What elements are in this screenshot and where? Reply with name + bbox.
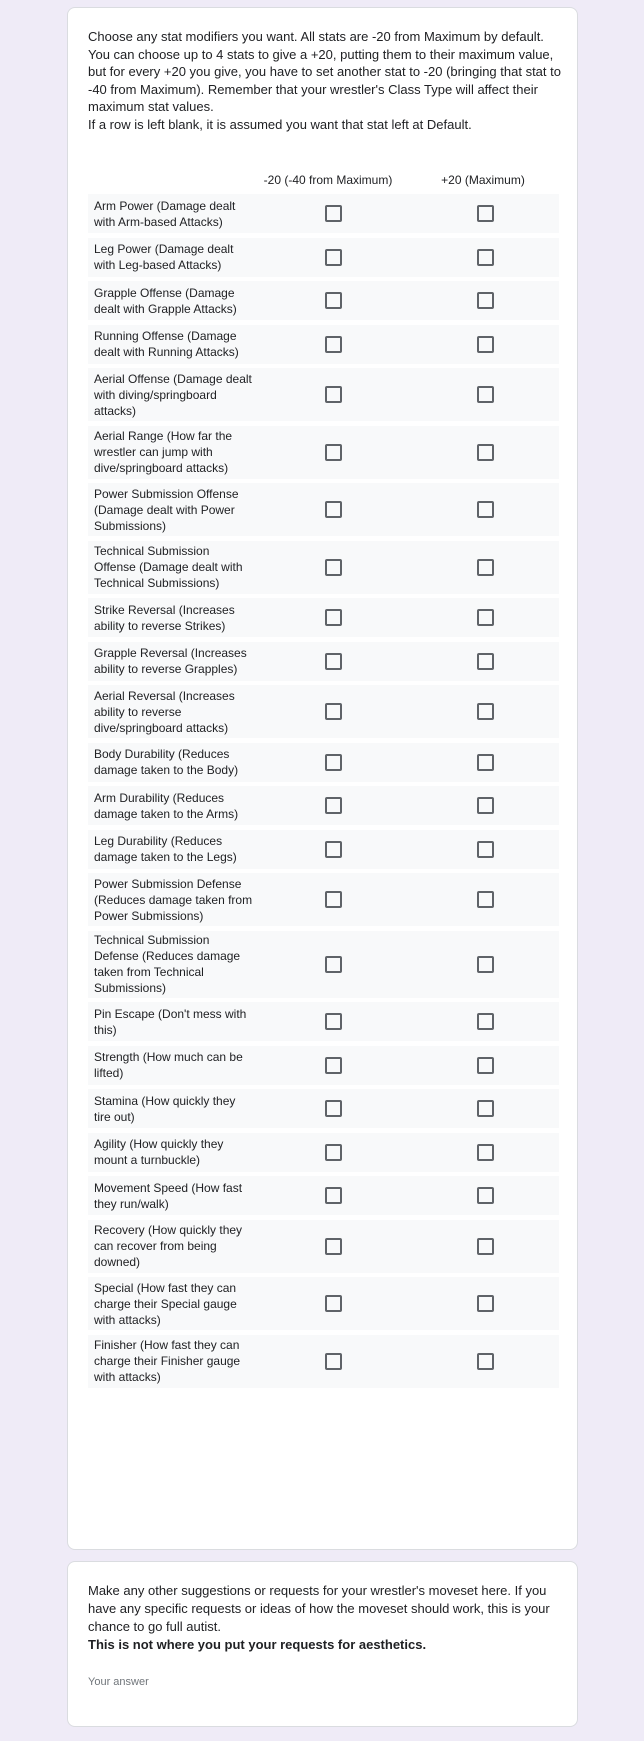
checkbox-plus-20[interactable] [477, 1238, 494, 1255]
checkbox-minus-20[interactable] [325, 249, 342, 266]
grid-row [88, 1220, 559, 1273]
checkbox-plus-20[interactable] [477, 653, 494, 670]
grid-row [88, 426, 559, 479]
grid-row [88, 238, 559, 277]
grid-row-label: Power Submission Offense (Damage dealt with Power Submissions) [94, 486, 239, 533]
description-bold-note: This is not where you put your requests for aesthetics. [88, 1637, 427, 1652]
grid-row [88, 830, 559, 869]
checkbox-minus-20[interactable] [325, 1013, 342, 1030]
grid-row-label: Technical Submission Defense (Reduces damage taken from Technical Submissions) [94, 933, 241, 995]
grid-row-label: Aerial Reversal (Increases ability to reverse dive/springboard attacks) [94, 688, 235, 735]
checkbox-minus-20[interactable] [325, 444, 342, 461]
grid-row [88, 1277, 559, 1330]
grid-row-label: Arm Power (Damage dealt with Arm-based Attacks) [94, 198, 236, 229]
column-header-minus-20: -20 (-40 from Maximum) [263, 173, 393, 187]
text-question-card [67, 1561, 578, 1727]
checkbox-plus-20[interactable] [477, 754, 494, 771]
checkbox-minus-20[interactable] [325, 891, 342, 908]
checkbox-plus-20[interactable] [477, 1187, 494, 1204]
grid-row [88, 1176, 559, 1215]
grid-row-label: Leg Durability (Reduces damage taken to the Legs) [94, 834, 237, 864]
checkbox-minus-20[interactable] [325, 703, 342, 720]
grid-row [88, 194, 559, 233]
description-paragraph: Choose any stat modifiers you want. All stats are -20 from Maximum by default. You can choose up to 4 stats to give a +20, putting them to their maximum value, but for every +20 you give, you have to set another stat to -20 (bringing that stat to -40 from Maximum). Remember that your wrestler's Class Type will affect their maximum stat values. [88, 29, 561, 114]
description-paragraph: Make any other suggestions or requests for your wrestler's moveset here. If you have any specific requests or ideas of how the moveset should work, this is your chance to go full autist. [88, 1583, 550, 1634]
text-question-description [88, 1582, 563, 1654]
checkbox-plus-20[interactable] [477, 1100, 494, 1117]
checkbox-minus-20[interactable] [325, 1187, 342, 1204]
grid-row [88, 786, 559, 825]
checkbox-minus-20[interactable] [325, 609, 342, 626]
grid-row-label: Finisher (How fast they can charge their Finisher gauge with attacks) [94, 1338, 241, 1384]
checkbox-minus-20[interactable] [325, 956, 342, 973]
checkbox-plus-20[interactable] [477, 1057, 494, 1074]
checkbox-plus-20[interactable] [477, 205, 494, 222]
grid-row-label: Running Offense (Damage dealt with Running Attacks) [94, 329, 239, 359]
grid-row [88, 685, 559, 738]
answer-input[interactable]: Your answer [88, 1676, 149, 1688]
grid-row [88, 1133, 559, 1172]
grid-row-label: Leg Power (Damage dealt with Leg-based Attacks) [94, 242, 234, 272]
grid-question-card [67, 7, 578, 1550]
grid-row-label: Arm Durability (Reduces damage taken to the Arms) [94, 790, 239, 821]
checkbox-plus-20[interactable] [477, 703, 494, 720]
grid-row [88, 541, 559, 594]
grid-row-label: Pin Escape (Don't mess with this) [94, 1006, 247, 1037]
grid-question-description [88, 28, 568, 133]
checkbox-minus-20[interactable] [325, 205, 342, 222]
checkbox-minus-20[interactable] [325, 1295, 342, 1312]
grid-row-label: Stamina (How quickly they tire out) [94, 1093, 236, 1124]
column-header-plus-20: +20 (Maximum) [441, 173, 525, 187]
grid-row-label: Aerial Offense (Damage dealt with diving/springboard attacks) [94, 371, 252, 418]
grid-row [88, 1002, 559, 1041]
grid-row-label: Power Submission Defense (Reduces damage taken from Power Submissions) [94, 876, 253, 923]
checkbox-plus-20[interactable] [477, 797, 494, 814]
checkbox-plus-20[interactable] [477, 891, 494, 908]
grid-row-label: Strength (How much can be lifted) [94, 1050, 243, 1080]
checkbox-minus-20[interactable] [325, 841, 342, 858]
grid-row-label: Agility (How quickly they mount a turnbuckle) [94, 1137, 224, 1167]
grid-row-label: Grapple Offense (Damage dealt with Grapple Attacks) [94, 285, 237, 316]
grid-row-label: Strike Reversal (Increases ability to reverse Strikes) [94, 602, 235, 633]
checkbox-minus-20[interactable] [325, 754, 342, 771]
grid-row [88, 1046, 559, 1085]
checkbox-plus-20[interactable] [477, 1353, 494, 1370]
grid-row-label: Special (How fast they can charge their Special gauge with attacks) [94, 1280, 237, 1327]
checkbox-minus-20[interactable] [325, 1144, 342, 1161]
grid-row [88, 931, 559, 998]
grid-row [88, 743, 559, 782]
grid-row [88, 598, 559, 637]
checkbox-plus-20[interactable] [477, 1013, 494, 1030]
checkbox-plus-20[interactable] [477, 841, 494, 858]
grid-row [88, 1335, 559, 1388]
checkbox-minus-20[interactable] [325, 386, 342, 403]
checkbox-plus-20[interactable] [477, 1144, 494, 1161]
grid-row [88, 873, 559, 926]
grid-row [88, 483, 559, 536]
grid-row-label: Technical Submission Offense (Damage dealt with Technical Submissions) [94, 544, 243, 590]
grid-row [88, 325, 559, 364]
checkbox-plus-20[interactable] [477, 559, 494, 576]
checkbox-minus-20[interactable] [325, 797, 342, 814]
checkbox-plus-20[interactable] [477, 292, 494, 309]
checkbox-minus-20[interactable] [325, 1100, 342, 1117]
checkbox-plus-20[interactable] [477, 956, 494, 973]
checkbox-minus-20[interactable] [325, 1238, 342, 1255]
checkbox-minus-20[interactable] [325, 1353, 342, 1370]
description-paragraph: If a row is left blank, it is assumed you want that stat left at Default. [88, 116, 472, 132]
checkbox-plus-20[interactable] [477, 1295, 494, 1312]
checkbox-minus-20[interactable] [325, 559, 342, 576]
checkbox-plus-20[interactable] [477, 386, 494, 403]
grid-row-label: Grapple Reversal (Increases ability to reverse Grapples) [94, 646, 247, 676]
checkbox-minus-20[interactable] [325, 653, 342, 670]
grid-row-label: Aerial Range (How far the wrestler can jump with dive/springboard attacks) [94, 429, 233, 475]
grid-row-label: Body Durability (Reduces damage taken to the Body) [94, 747, 239, 777]
grid-row-label: Movement Speed (How fast they run/walk) [94, 1180, 243, 1211]
checkbox-minus-20[interactable] [325, 336, 342, 353]
grid-row [88, 281, 559, 320]
checkbox-plus-20[interactable] [477, 249, 494, 266]
checkbox-plus-20[interactable] [477, 336, 494, 353]
checkbox-plus-20[interactable] [477, 444, 494, 461]
checkbox-minus-20[interactable] [325, 292, 342, 309]
grid-row-label: Recovery (How quickly they can recover from being downed) [94, 1223, 243, 1269]
grid-row [88, 642, 559, 681]
checkbox-plus-20[interactable] [477, 501, 494, 518]
grid-row [88, 368, 559, 421]
checkbox-minus-20[interactable] [325, 501, 342, 518]
grid-row [88, 1089, 559, 1128]
checkbox-minus-20[interactable] [325, 1057, 342, 1074]
checkbox-plus-20[interactable] [477, 609, 494, 626]
